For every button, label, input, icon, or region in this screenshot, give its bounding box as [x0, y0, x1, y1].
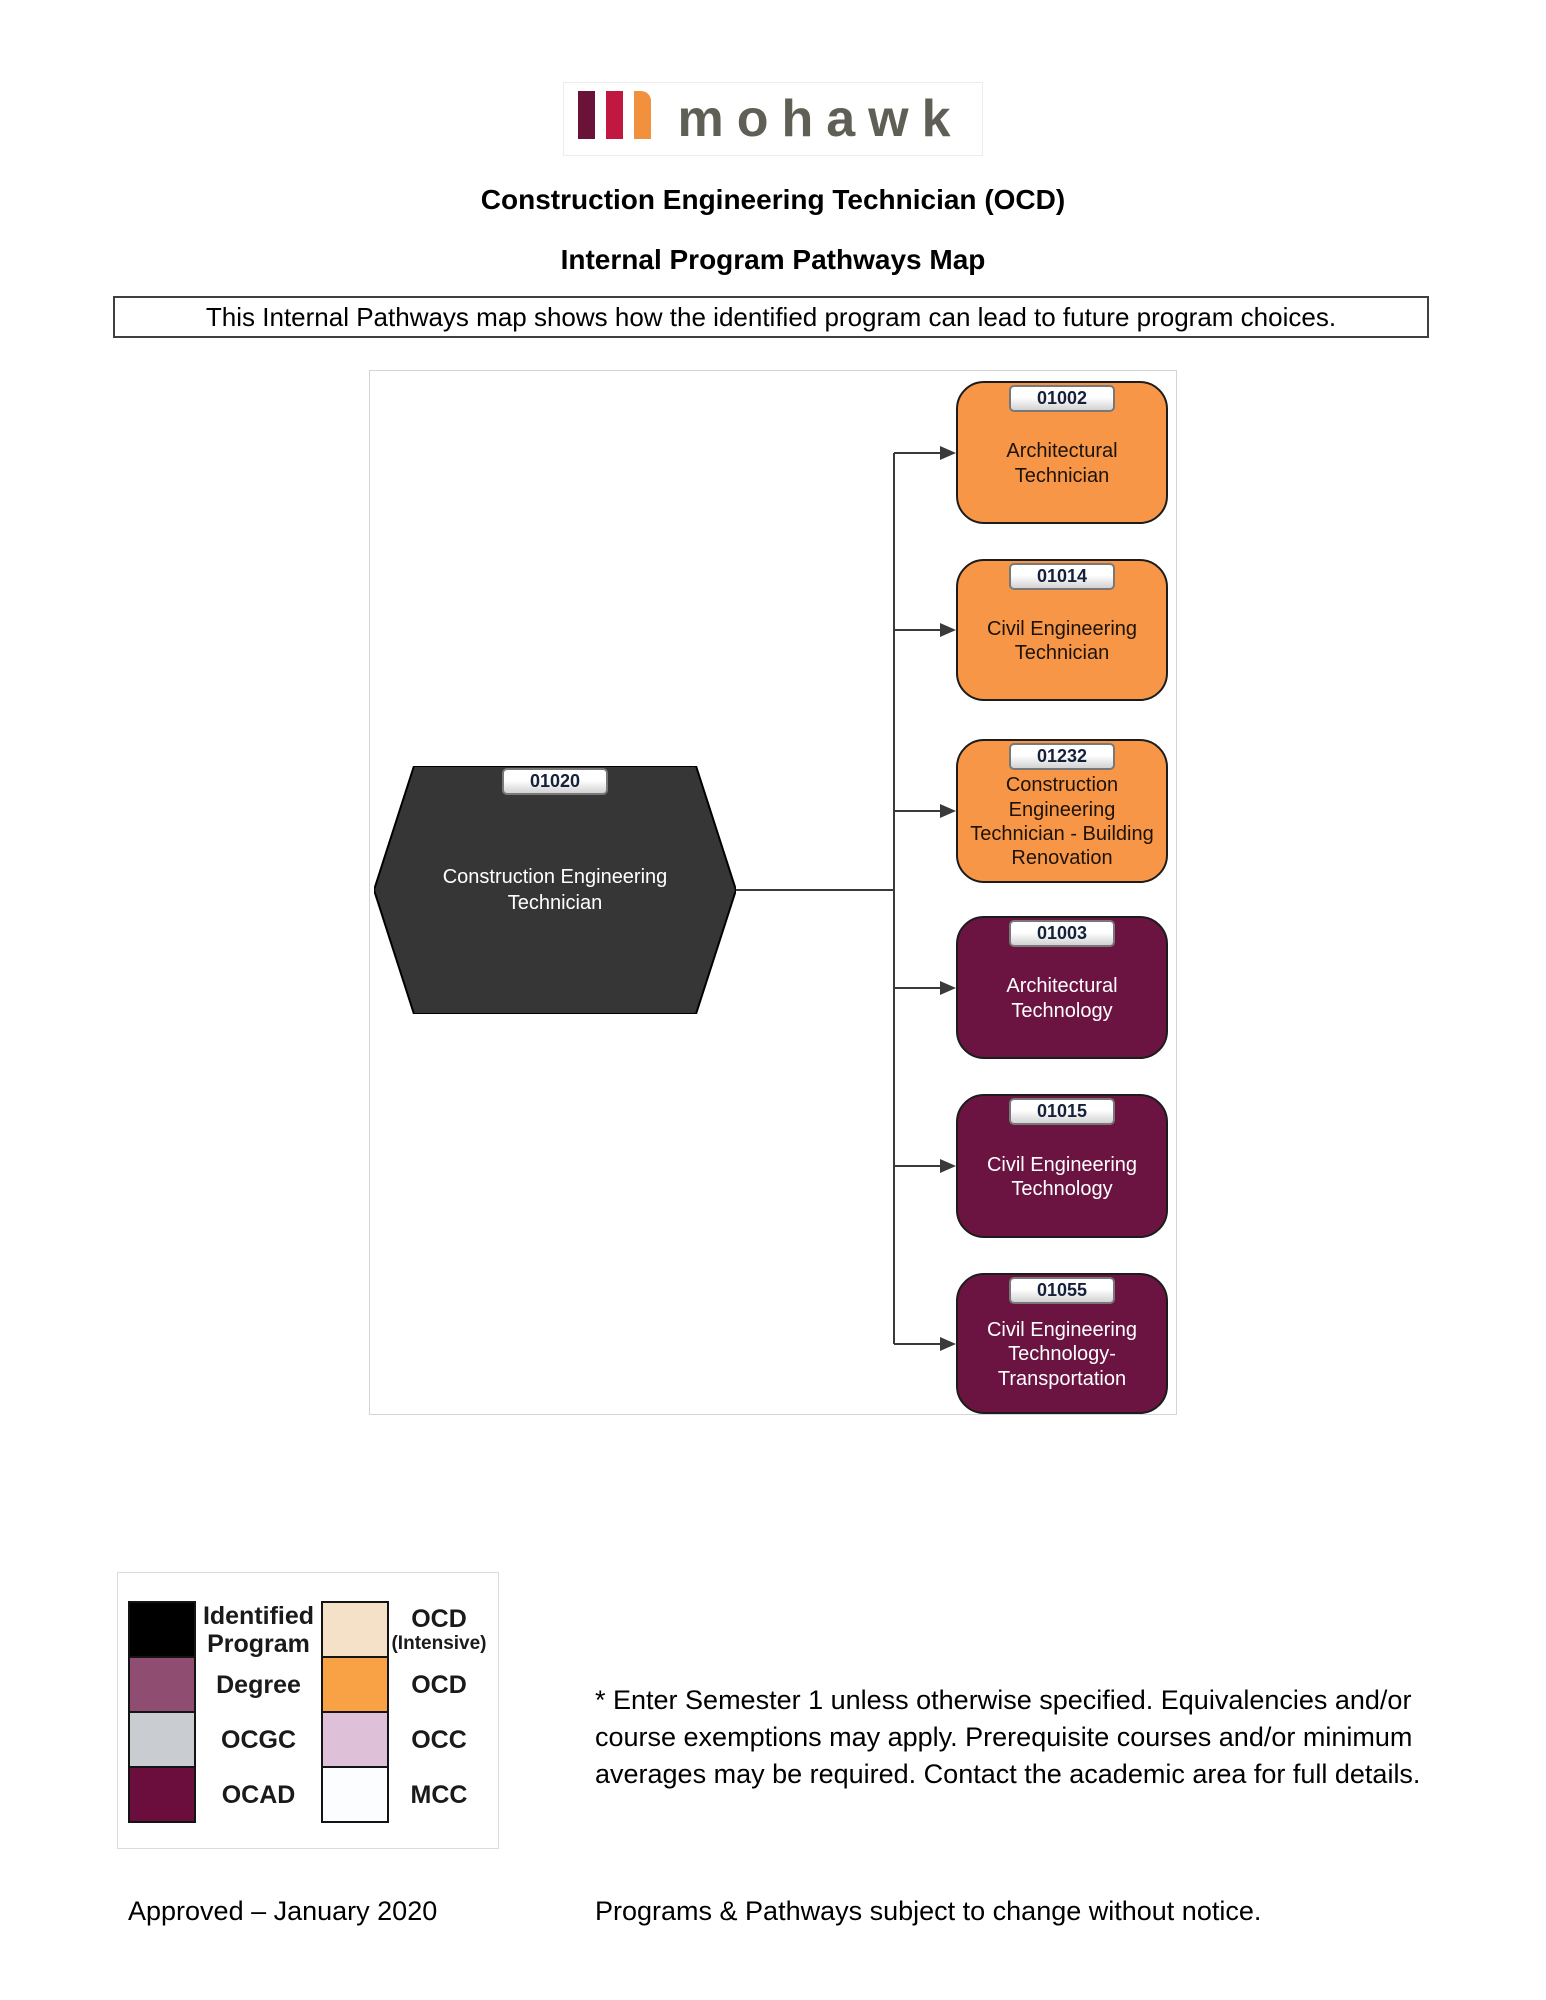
page-subtitle: Internal Program Pathways Map	[560, 244, 986, 275]
legend-label: OCGC	[221, 1725, 296, 1754]
legend-swatch	[321, 1601, 389, 1658]
legend	[117, 1572, 499, 1849]
legend-label: OCAD	[221, 1780, 296, 1809]
program-box-01002	[956, 381, 1168, 524]
logo-bar-icon	[578, 91, 595, 139]
mohawk-logo	[0, 82, 1546, 156]
page-title: Construction Engineering Technician (OCD)	[480, 184, 1066, 215]
legend-swatch	[321, 1656, 389, 1713]
mohawk-logo-bars-icon	[578, 91, 651, 145]
logo-bar-icon	[606, 91, 623, 139]
legend-swatch	[128, 1711, 196, 1768]
approved-date: Approved – January 2020	[128, 1896, 438, 1926]
legend-row	[128, 1711, 321, 1768]
footnote-line: course exemptions may apply. Prerequisite courses and/or minimum	[595, 1722, 1413, 1752]
legend-sublabel: (Intensive)	[391, 1632, 487, 1654]
program-code-badge: 01232	[1009, 743, 1115, 770]
program-box-01014	[956, 559, 1168, 701]
legend-label: Identified Program	[202, 1601, 315, 1658]
program-box-label: Architectural Technology	[1006, 975, 1118, 1022]
program-box-01055	[956, 1273, 1168, 1414]
legend-swatch	[128, 1656, 196, 1713]
program-code-badge: 01014	[1009, 563, 1115, 590]
legend-row	[321, 1711, 489, 1768]
legend-swatch	[321, 1766, 389, 1823]
program-code-badge: 01015	[1009, 1098, 1115, 1125]
logo-bar-icon	[634, 91, 651, 139]
program-code-badge: 01003	[1009, 920, 1115, 947]
program-code-badge: 01055	[1009, 1277, 1115, 1304]
legend-row	[128, 1766, 321, 1823]
change-notice: Programs & Pathways subject to change without notice.	[595, 1896, 1262, 1926]
legend-swatch	[128, 1601, 196, 1658]
legend-label: MCC	[410, 1780, 468, 1809]
source-program-label: Construction Engineering Technician	[442, 866, 668, 914]
legend-row	[321, 1656, 489, 1713]
program-box-label: Construction Engineering Technician - Building Renovation	[970, 774, 1154, 870]
program-box-01232	[956, 739, 1168, 883]
legend-row	[128, 1601, 321, 1658]
program-box-label: Architectural Technician	[1006, 440, 1118, 487]
program-box-01015	[956, 1094, 1168, 1238]
footnote	[595, 1682, 1420, 1793]
mohawk-logo-frame	[563, 82, 982, 156]
program-box-label: Civil Engineering Technology	[986, 1153, 1138, 1200]
program-box-01003	[956, 916, 1168, 1059]
legend-column-left	[128, 1601, 321, 1823]
legend-label: Degree	[216, 1670, 301, 1699]
legend-row	[321, 1766, 489, 1823]
footnote-line: * Enter Semester 1 unless otherwise specified. Equivalencies and/or	[595, 1685, 1412, 1715]
mohawk-logo-wordmark: mohawk	[677, 90, 964, 148]
program-box-label: Civil Engineering Technology-Transportation	[986, 1318, 1138, 1390]
program-box-label: Civil Engineering Technician	[986, 617, 1138, 664]
legend-swatch	[321, 1711, 389, 1768]
legend-label: OCD (Intensive)	[391, 1604, 487, 1654]
legend-label: OCC	[411, 1725, 467, 1754]
instruction-banner: This Internal Pathways map shows how the identified program can lead to future program choices.	[113, 296, 1429, 338]
footnote-line: averages may be required. Contact the academic area for full details.	[595, 1759, 1421, 1789]
source-program-hexagon	[374, 766, 736, 1014]
legend-row	[128, 1656, 321, 1713]
legend-label: OCD	[411, 1670, 467, 1699]
legend-column-right	[321, 1601, 489, 1823]
source-program-code-badge: 01020	[502, 768, 608, 795]
legend-swatch	[128, 1766, 196, 1823]
program-code-badge: 01002	[1009, 385, 1115, 412]
pathways-diagram	[369, 370, 1177, 1415]
legend-row	[321, 1601, 489, 1658]
